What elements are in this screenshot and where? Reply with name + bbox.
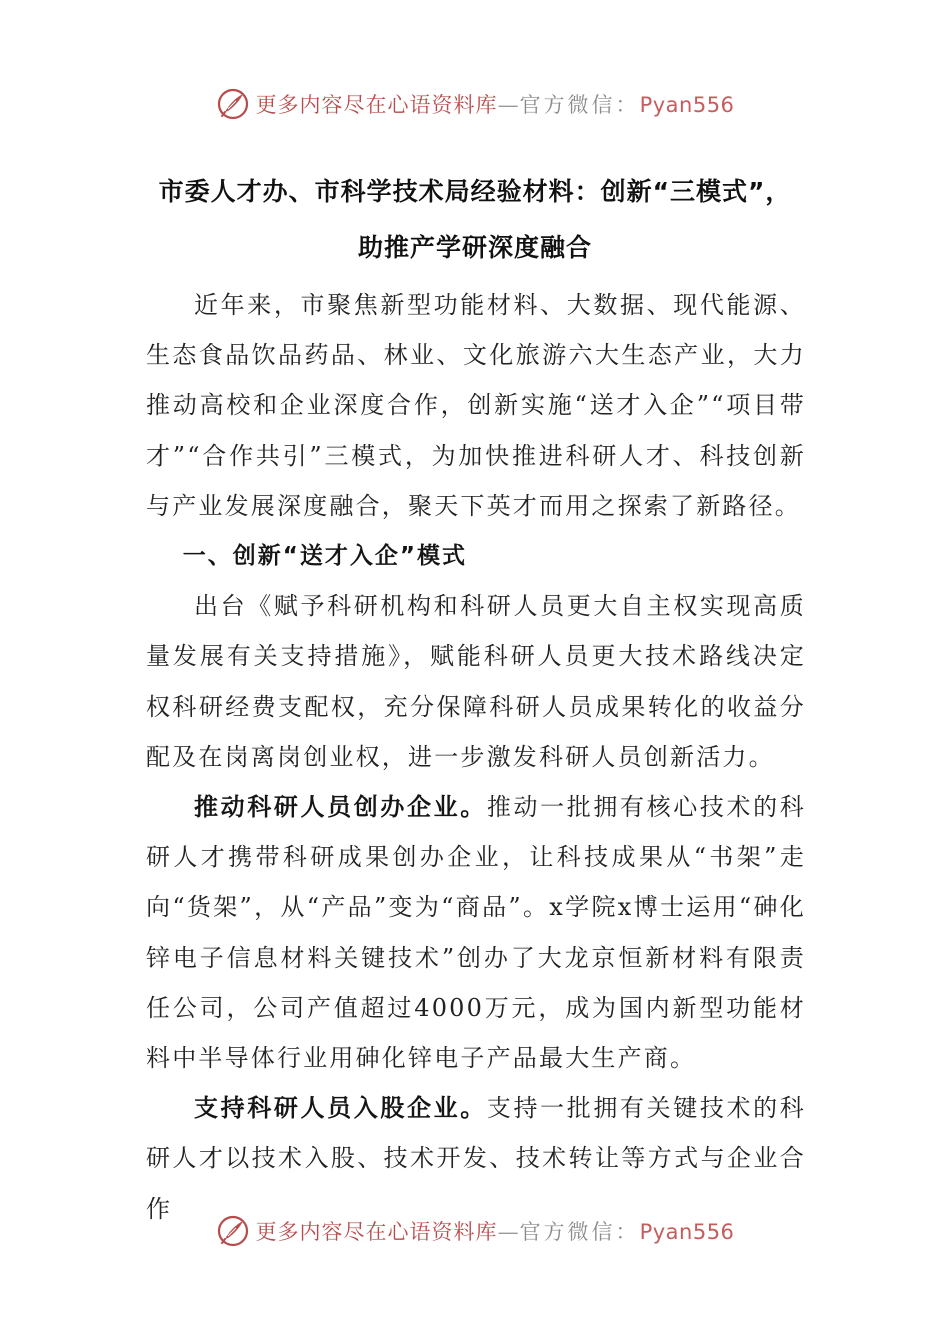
watermark-footer xyxy=(0,1211,950,1251)
quill-pen-icon xyxy=(216,1214,250,1248)
document-title-line1: 市委人才办、市科学技术局经验材料：创新“三模式”， xyxy=(158,177,792,206)
paragraph-body-text: 支持一批拥有关键技术的科研人才以技术入股、技术开发、技术转让等方式与企业合作 xyxy=(146,1094,807,1223)
watermark-wechat-id: Pyan556 xyxy=(639,93,735,117)
watermark-dash: — xyxy=(497,93,520,117)
watermark-text xyxy=(256,89,735,119)
watermark-brand: 更多内容尽在心语资料库 xyxy=(255,93,498,117)
paragraph-lead-text: 支持科研人员入股企业。 xyxy=(194,1094,487,1123)
watermark-header xyxy=(0,84,950,124)
document-body xyxy=(146,280,806,1234)
watermark-brand: 更多内容尽在心语资料库 xyxy=(255,1220,498,1244)
watermark-text xyxy=(256,1216,735,1246)
document-title-line2: 助推产学研深度融合 xyxy=(357,233,592,262)
watermark-wechat-label: 官方微信： xyxy=(519,1220,640,1244)
section1-paragraph-2 xyxy=(146,782,806,1083)
intro-paragraph: 近年来，市聚焦新型功能材料、大数据、现代能源、生态食品饮品药品、林业、文化旅游六大生态产业，大力推动高校和企业深度合作，创新实施“送才入企”“项目带才”“合作共引”三模式，为加快推进科研人才、科技创新与产业发展深度融合，聚天下英才而用之探索了新路径。 xyxy=(146,291,806,520)
quill-pen-icon xyxy=(216,87,250,121)
section1-heading: 一、创新“送才入企”模式 xyxy=(182,543,468,570)
paragraph-body-text: 推动一批拥有核心技术的科研人才携带科研成果创办企业，让科技成果从“书架”走向“货架”，从“产品”变为“商品”。x学院x博士运用“砷化锌电子信息材料关键技术”创办了大龙京恒新材料有限责任公司，公司产值超过4000万元，成为国内新型功能材料中半导体行业用砷化锌电子产品最大生产商。 xyxy=(146,793,807,1073)
watermark-dash: — xyxy=(497,1220,520,1244)
watermark-wechat-id: Pyan556 xyxy=(639,1220,735,1244)
section1-paragraph-1: 出台《赋予科研机构和科研人员更大自主权实现高质量发展有关支持措施》，赋能科研人员更大技术路线决定权科研经费支配权，充分保障科研人员成果转化的收益分配及在岗离岗创业权，进一步激发科研人员创新活力。 xyxy=(146,592,806,771)
watermark-wechat-label: 官方微信： xyxy=(519,93,640,117)
paragraph-lead-text: 推动科研人员创办企业。 xyxy=(194,793,487,822)
